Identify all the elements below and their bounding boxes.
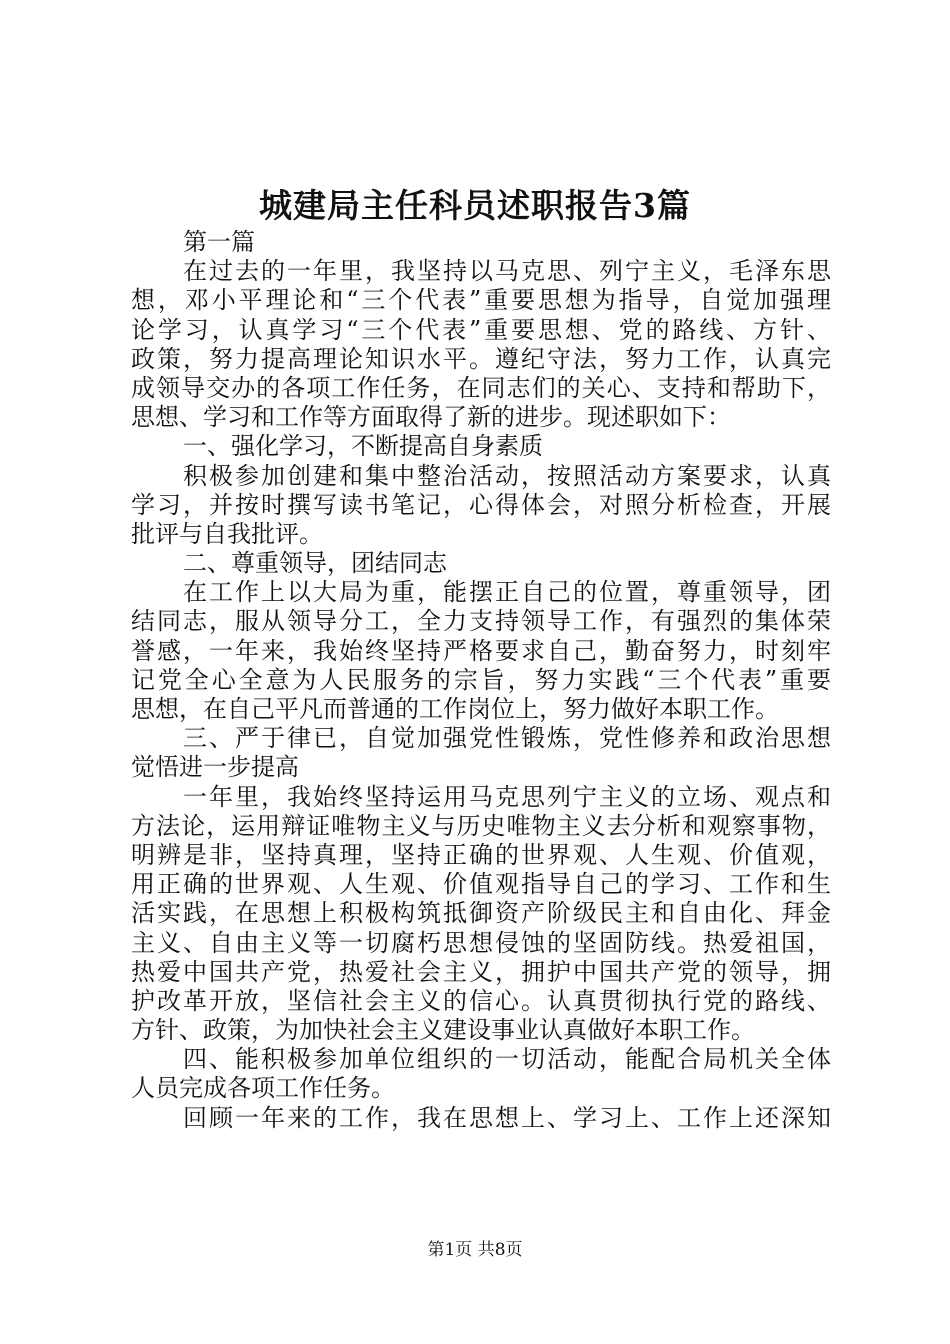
text-line: 三、严于律已，自觉加强党性锻炼，党性修养和政治思想	[183, 724, 831, 753]
text-line: 成领导交办的各项工作任务，在同志们的关心、支持和帮助下，	[131, 373, 831, 402]
text-line: 热爱中国共产党，热爱社会主义，拥护中国共产党的领导，拥	[131, 957, 831, 986]
text-line: 主义、自由主义等一切腐朽思想侵蚀的坚固防线。热爱祖国，	[131, 928, 831, 957]
text-line: 四、能积极参加单位组织的一切活动，能配合局机关全体	[183, 1045, 831, 1074]
text-line: 人员完成各项工作任务。	[131, 1074, 395, 1103]
text-line: 思想，在自己平凡而普通的工作岗位上，努力做好本职工作。	[131, 695, 779, 723]
text-line: 方法论，运用辩证唯物主义与历史唯物主义去分析和观察事物，	[131, 811, 831, 840]
text-line: 在工作上以大局为重，能摆正自己的位置，尊重领导，团	[183, 578, 831, 607]
text-line: 觉悟进一步提高	[131, 753, 299, 782]
text-line: 记党全心全意为人民服务的宗旨，努力实践“三个代表”重要	[131, 665, 831, 694]
text-line: 思想、学习和工作等方面取得了新的进步。现述职如下：	[131, 403, 731, 432]
text-line: 学习，并按时撰写读书笔记，心得体会，对照分析检查，开展	[131, 490, 831, 519]
text-line: 积极参加创建和集中整治活动，按照活动方案要求，认真	[183, 461, 831, 490]
page-footer: 第1页 共8页	[427, 1240, 523, 1260]
document-body	[131, 228, 831, 1133]
text-line: 批评与自我批评。	[131, 519, 323, 548]
text-line: 政策，努力提高理论知识水平。遵纪守法，努力工作，认真完	[131, 344, 831, 373]
text-line: 誉感，一年来，我始终坚持严格要求自己，勤奋努力，时刻牢	[131, 636, 831, 665]
text-line: 结同志，服从领导分工，全力支持领导工作，有强烈的集体荣	[131, 607, 831, 636]
text-line: 一年里，我始终坚持运用马克思列宁主义的立场、观点和	[183, 782, 831, 811]
text-line: 护改革开放，坚信社会主义的信心。认真贯彻执行党的路线、	[131, 986, 831, 1015]
text-line: 一、强化学习，不断提高自身素质	[183, 432, 543, 461]
document-title: 城建局主任科员述职报告3篇	[259, 186, 691, 225]
text-line: 方针、政策，为加快社会主义建设事业认真做好本职工作。	[131, 1016, 755, 1045]
text-line: 用正确的世界观、人生观、价值观指导自己的学习、工作和生	[131, 870, 831, 899]
text-line: 在过去的一年里，我坚持以马克思、列宁主义，毛泽东思	[183, 257, 831, 286]
text-line: 论学习，认真学习“三个代表”重要思想、党的路线、方针、	[131, 315, 831, 344]
text-line: 活实践，在思想上积极构筑抵御资产阶级民主和自由化、拜金	[131, 899, 831, 928]
text-line: 二、尊重领导，团结同志	[183, 549, 447, 578]
text-line: 明辨是非，坚持真理，坚持正确的世界观、人生观、价值观，	[131, 840, 831, 869]
text-line: 回顾一年来的工作，我在思想上、学习上、工作上还深知	[183, 1103, 831, 1132]
text-line: 第一篇	[183, 228, 255, 256]
text-line: 想，邓小平理论和“三个代表”重要思想为指导，自觉加强理	[131, 286, 831, 315]
